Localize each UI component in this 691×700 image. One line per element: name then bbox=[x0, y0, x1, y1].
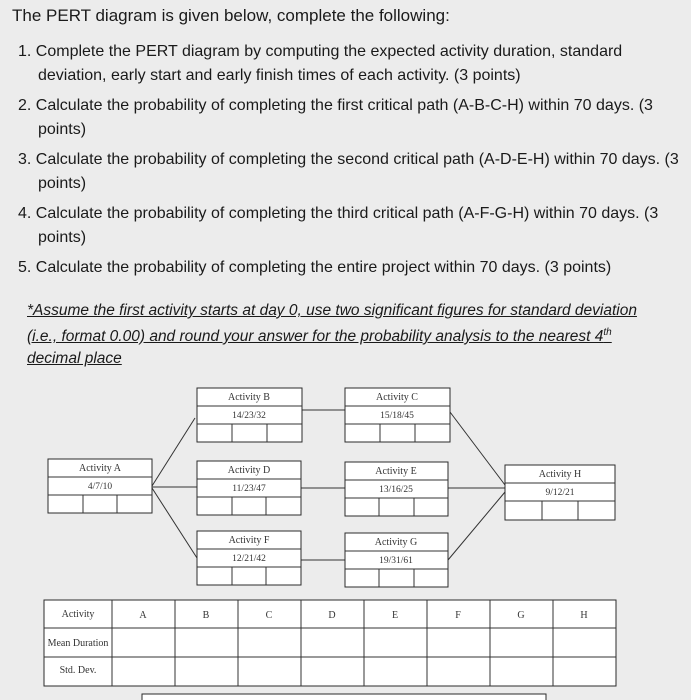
note-text: *Assume the first activity starts at day 0, use two significant figures for standard deviation (i.e., format 0.00) and round your answer for the probability analysis to the nearest 4 bbox=[27, 302, 637, 346]
row-label-std-dev: Std. Dev. bbox=[59, 665, 97, 676]
col-header-c: C bbox=[265, 610, 273, 621]
activity-h-name: Activity H bbox=[538, 469, 582, 480]
activity-d-name: Activity D bbox=[227, 465, 271, 476]
activity-g-times: 19/31/61 bbox=[379, 556, 413, 566]
activity-c-node bbox=[345, 388, 450, 442]
activity-d-node bbox=[197, 461, 301, 515]
col-header-e: E bbox=[391, 610, 399, 621]
activity-a-name: Activity A bbox=[79, 463, 121, 474]
col-header-f: F bbox=[455, 610, 461, 621]
question-5: 5. Calculate the probability of completing the entire project within 70 days. (3 points) bbox=[18, 259, 612, 276]
activity-g-name: Activity G bbox=[374, 537, 418, 548]
question-4: 4. Calculate the probability of completing the third critical path (A-F-G-H) within 70 days. (3 points) bbox=[18, 205, 659, 246]
activity-b-name: Activity B bbox=[228, 392, 270, 403]
activity-c-name: Activity C bbox=[376, 392, 418, 403]
activity-h-node bbox=[505, 465, 615, 520]
activity-h-times: 9/12/21 bbox=[545, 488, 575, 498]
activity-a-times: 4/7/10 bbox=[87, 482, 113, 492]
edge-a-f bbox=[152, 488, 197, 558]
note-superscript: th bbox=[603, 327, 612, 338]
col-header-d: D bbox=[328, 610, 336, 621]
row-label-activity: Activity bbox=[61, 609, 95, 620]
next-table-edge bbox=[142, 694, 546, 700]
activity-f-name: Activity F bbox=[228, 535, 270, 546]
activity-e-name: Activity E bbox=[375, 466, 417, 477]
activity-f-node bbox=[197, 531, 301, 585]
summary-table bbox=[44, 600, 616, 686]
question-2: 2. Calculate the probability of completing the first critical path (A-B-C-H) within 70 days. (3 points) bbox=[18, 97, 653, 138]
question-3: 3. Calculate the probability of completing the second critical path (A-D-E-H) within 70 days. (3 points) bbox=[18, 151, 679, 192]
activity-e-node bbox=[345, 462, 448, 516]
activity-d-times: 11/23/47 bbox=[232, 484, 266, 494]
activity-e-times: 13/16/25 bbox=[379, 485, 413, 495]
question-1: 1. Complete the PERT diagram by computing the expected activity duration, standard deviation, early start and early finish times of each activity. (3 points) bbox=[18, 43, 623, 84]
col-header-g: G bbox=[517, 610, 525, 621]
activity-f-times: 12/21/42 bbox=[232, 554, 266, 564]
col-header-b: B bbox=[202, 610, 210, 621]
activity-c-times: 15/18/45 bbox=[380, 411, 414, 421]
page-heading: The PERT diagram is given below, complete the following: bbox=[12, 6, 450, 25]
edge-g-h bbox=[448, 492, 505, 560]
col-header-h: H bbox=[580, 610, 588, 621]
activity-b-node bbox=[197, 388, 302, 442]
activity-b-times: 14/23/32 bbox=[232, 411, 266, 421]
note-tail: decimal place bbox=[27, 350, 122, 368]
edge-c-h bbox=[450, 412, 505, 485]
activity-g-node bbox=[345, 533, 448, 587]
col-header-a: A bbox=[139, 610, 147, 621]
row-label-mean-duration: Mean Duration bbox=[47, 638, 109, 649]
activity-a-node bbox=[48, 459, 152, 513]
edge-a-b bbox=[152, 418, 195, 486]
